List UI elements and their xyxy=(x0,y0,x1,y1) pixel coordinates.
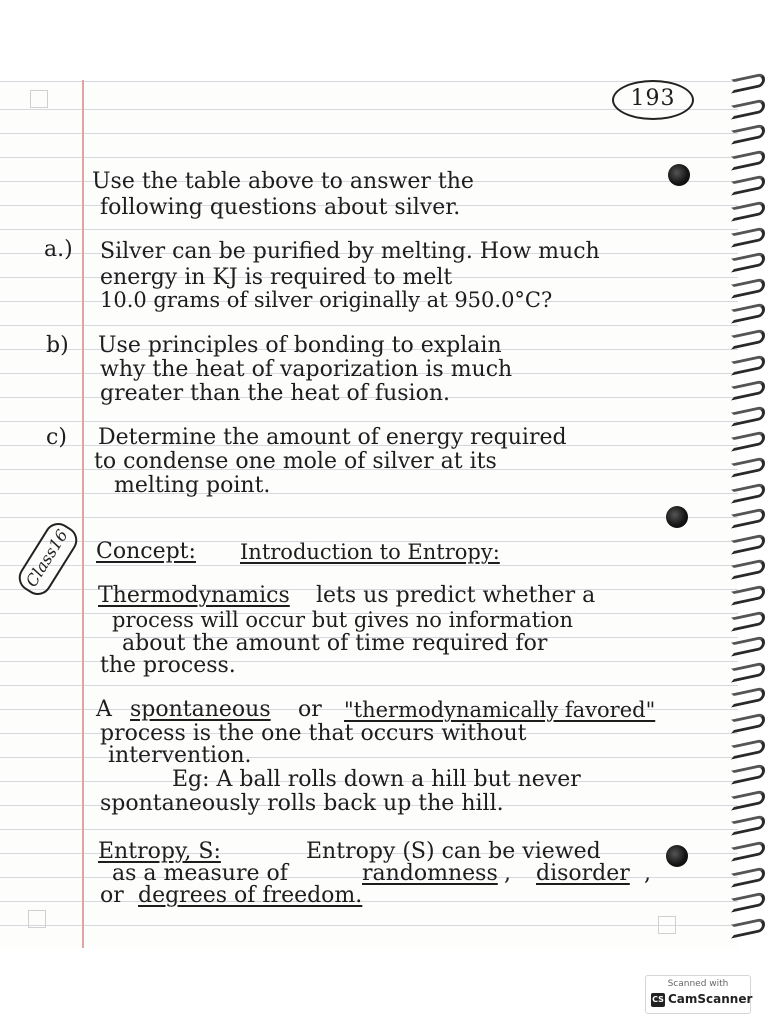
thermodynamics-line-4: the process. xyxy=(100,653,236,678)
concept-label: Concept: xyxy=(96,539,196,564)
degrees-of-freedom-term: degrees of freedom. xyxy=(138,883,363,908)
spontaneous-line-3: intervention. xyxy=(108,743,252,768)
spiral-coil xyxy=(731,200,765,221)
spiral-coil xyxy=(731,610,765,631)
watermark-caption: Scanned with xyxy=(667,979,729,989)
spiral-coil xyxy=(731,72,765,93)
spiral-coil xyxy=(731,840,765,861)
disorder-term: disorder xyxy=(536,861,630,886)
question-a-label: a.) xyxy=(44,237,73,262)
entropy-line-2a: as a measure of xyxy=(112,861,288,886)
thermodynamics-term: Thermodynamics xyxy=(98,583,290,608)
spiral-coil xyxy=(731,226,765,247)
question-c-line-3: melting point. xyxy=(114,473,271,498)
entropy-term: Entropy, S: xyxy=(98,839,221,864)
randomness-term: randomness xyxy=(362,861,498,886)
question-c-line-2: to condense one mole of silver at its xyxy=(94,449,497,474)
page-number: 193 xyxy=(612,80,694,120)
spiral-coil xyxy=(731,661,765,682)
spontaneous-term: spontaneous xyxy=(130,697,271,722)
intro-line-1: Use the table above to answer the xyxy=(92,169,474,194)
question-c-label: c) xyxy=(46,425,67,450)
corner-mark-bottom-right xyxy=(658,916,676,934)
question-a-line-1: Silver can be purified by melting. How much xyxy=(100,239,600,264)
punch-hole-3 xyxy=(666,845,688,867)
spiral-coil xyxy=(731,866,765,887)
spiral-coil xyxy=(731,456,765,477)
class-stamp: Class16 xyxy=(13,518,82,600)
entropy-comma-2: , xyxy=(644,861,651,886)
corner-mark-bottom-left xyxy=(28,910,46,928)
spontaneous-line-2: process is the one that occurs without xyxy=(100,721,527,746)
spiral-coil xyxy=(731,764,765,785)
question-b-label: b) xyxy=(46,333,69,358)
spiral-coil xyxy=(731,175,765,196)
thermodynamics-line-2: process will occur but gives no information xyxy=(112,608,574,632)
spiral-coil xyxy=(731,149,765,170)
spiral-coil xyxy=(731,533,765,554)
spiral-coil xyxy=(731,508,765,529)
example-line-2: spontaneously rolls back up the hill. xyxy=(100,791,504,816)
spiral-coil xyxy=(731,354,765,375)
spontaneous-or: or xyxy=(298,697,322,722)
thermodynamics-line-1: lets us predict whether a xyxy=(316,583,596,608)
spiral-coil xyxy=(731,405,765,426)
margin-line xyxy=(82,80,84,948)
spiral-coil xyxy=(731,687,765,708)
spiral-coil xyxy=(731,559,765,580)
corner-mark-top xyxy=(30,90,48,108)
spiral-coil xyxy=(731,98,765,119)
spontaneous-a: A xyxy=(96,697,112,722)
punch-hole-1 xyxy=(668,164,690,186)
intro-line-2: following questions about silver. xyxy=(100,195,461,220)
question-a-line-3: 10.0 grams of silver originally at 950.0°C? xyxy=(100,288,553,312)
spiral-coil xyxy=(731,328,765,349)
entropy-comma-1: , xyxy=(504,861,511,886)
spiral-coil xyxy=(731,636,765,657)
punch-hole-2 xyxy=(666,506,688,528)
spiral-coil xyxy=(731,482,765,503)
question-a-line-2: energy in KJ is required to melt xyxy=(100,265,453,290)
question-b-line-2: why the heat of vaporization is much xyxy=(100,357,513,382)
entropy-line-3a: or xyxy=(100,883,124,908)
camscanner-watermark xyxy=(645,975,751,1014)
camscanner-logo-icon: CS xyxy=(651,993,665,1007)
thermodynamically-favored-term: "thermodynamically favored" xyxy=(344,698,656,722)
spiral-coil xyxy=(731,277,765,298)
spiral-coil xyxy=(731,380,765,401)
spiral-coil xyxy=(731,584,765,605)
question-c-line-1: Determine the amount of energy required xyxy=(98,425,567,450)
spiral-coil xyxy=(731,789,765,810)
spiral-coil xyxy=(731,917,765,938)
spiral-binding xyxy=(731,76,768,948)
spiral-coil xyxy=(731,892,765,913)
spiral-coil xyxy=(731,712,765,733)
example-line-1: Eg: A ball rolls down a hill but never xyxy=(172,767,581,792)
watermark-brand: CamScanner xyxy=(668,992,753,1006)
question-b-line-1: Use principles of bonding to explain xyxy=(98,333,502,358)
concept-title: Introduction to Entropy: xyxy=(240,540,500,564)
spiral-coil xyxy=(731,252,765,273)
spiral-coil xyxy=(731,738,765,759)
entropy-line-1: Entropy (S) can be viewed xyxy=(306,839,601,864)
thermodynamics-line-3: about the amount of time required for xyxy=(122,631,548,656)
spiral-coil xyxy=(731,815,765,836)
spiral-coil xyxy=(731,124,765,145)
question-b-line-3: greater than the heat of fusion. xyxy=(100,381,450,406)
spiral-coil xyxy=(731,303,765,324)
spiral-coil xyxy=(731,431,765,452)
